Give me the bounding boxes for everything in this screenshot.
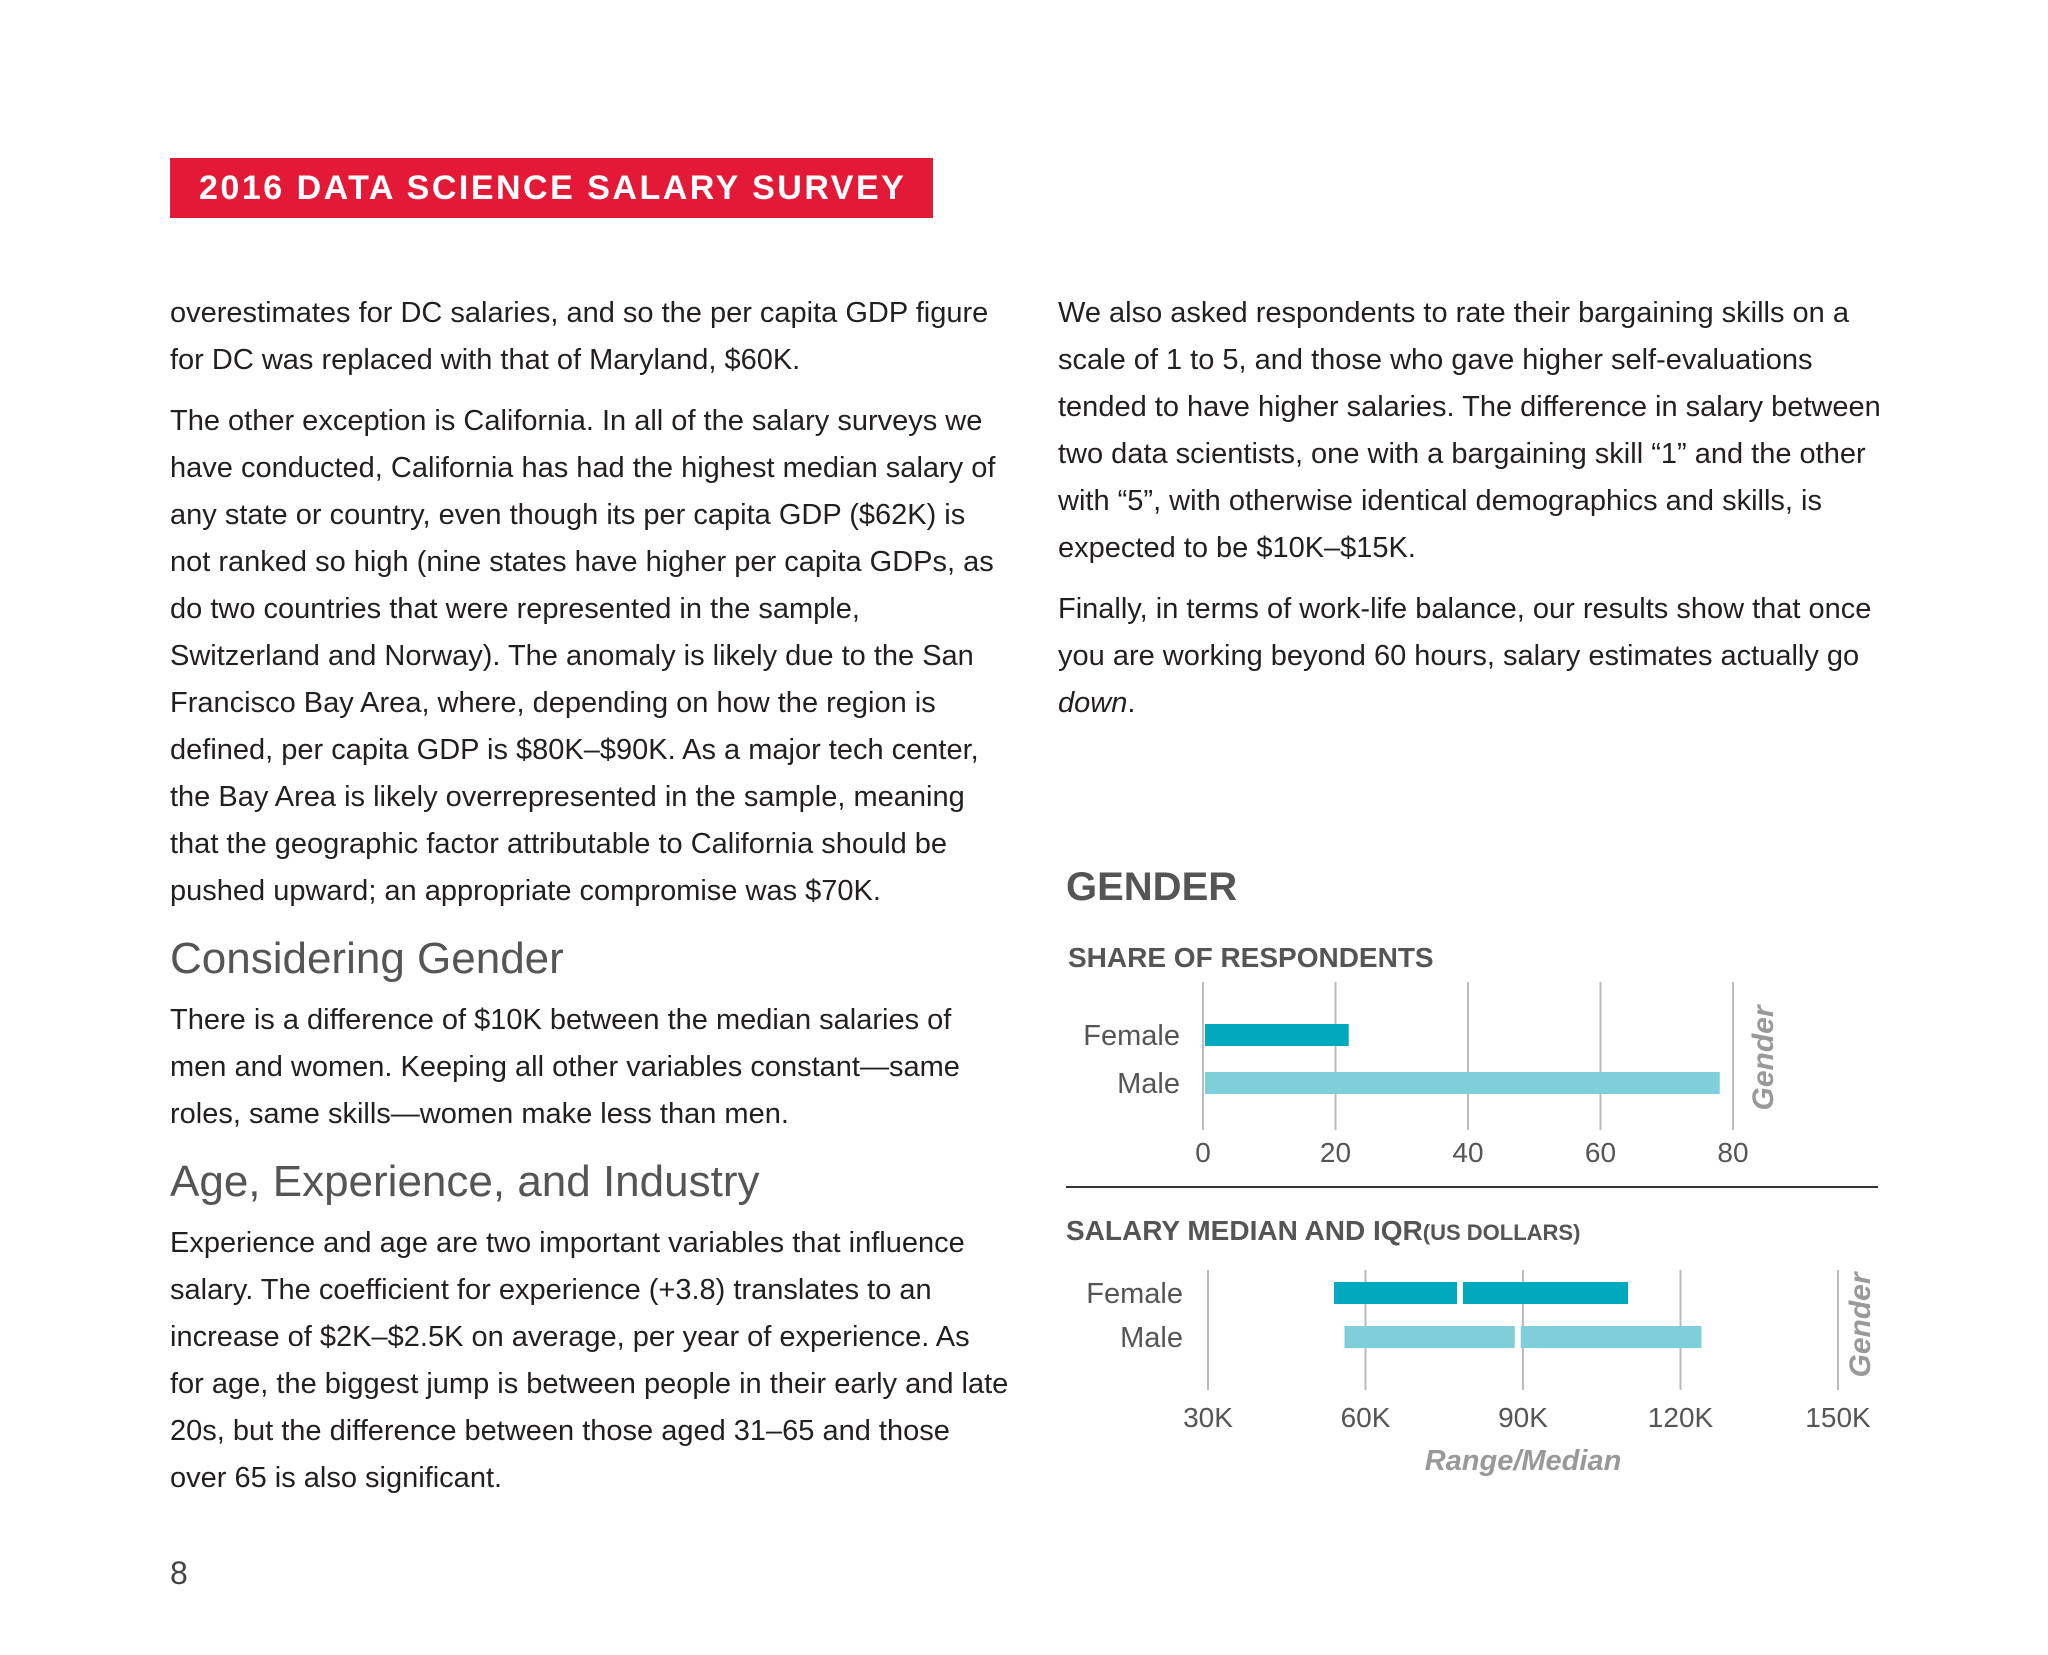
salary-title-main: SALARY MEDIAN AND IQR: [1066, 1215, 1423, 1246]
chart-share-subtitle: SHARE OF RESPONDENTS: [1068, 942, 1434, 973]
salary-x-axis-label: Range/Median: [1424, 1445, 1622, 1477]
salary-iqr-lower-male: [1345, 1326, 1515, 1348]
salary-category-label: Female: [1086, 1278, 1183, 1310]
salary-title-unit: (US DOLLARS): [1422, 1220, 1581, 1245]
share-chart: [1083, 982, 1780, 1168]
share-category-label: Male: [1117, 1068, 1180, 1100]
share-tick-label: 0: [1195, 1137, 1211, 1168]
salary-iqr-upper-female: [1463, 1282, 1628, 1304]
salary-iqr-upper-male: [1521, 1326, 1702, 1348]
salary-tick-label: 120K: [1647, 1402, 1714, 1433]
heading-considering-gender: Considering Gender: [170, 934, 564, 983]
heading-age-experience-industry: Age, Experience, and Industry: [170, 1157, 760, 1206]
salary-axis-label: Gender: [1844, 1272, 1877, 1378]
salary-tick-label: 30K: [1183, 1402, 1233, 1433]
salary-category-label: Male: [1120, 1322, 1183, 1354]
share-tick-label: 20: [1319, 1137, 1352, 1168]
charts-svg: [1058, 860, 1878, 1500]
salary-tick-label: 90K: [1498, 1402, 1548, 1433]
work-life-emphasis: down: [1058, 687, 1128, 719]
paragraph-california: The other exception is California. In all of the salary surveys we have conducted, California has had the highest median salary of any state or country, even though its per capita GDP ($62K) is not ranked so high (nine states have higher per capita GDPs, as do two countries that were represented in the sample, Switzerland and Norway). The anomaly is likely due to the San Francisco Bay Area, where, depending on how the region is defined, per capita GDP is $80K–$90K. As a major tech center, the Bay Area is likely overrepresented in the sample, meaning that the geographic factor attributable to California should be pushed upward; an appropriate compromise was $70K.: [170, 405, 996, 907]
salary-iqr-lower-female: [1334, 1282, 1457, 1304]
share-tick-label: 80: [1717, 1137, 1749, 1168]
chart-gender-title: GENDER: [1066, 865, 1238, 909]
chart-salary-title: [1066, 1215, 1580, 1246]
share-tick-label: 40: [1452, 1137, 1484, 1168]
salary-chart: [1086, 1270, 1877, 1477]
share-bar-female: [1205, 1024, 1349, 1046]
page-number: 8: [170, 1555, 188, 1591]
share-tick-label: 60: [1584, 1137, 1617, 1168]
paragraph-bargaining: We also asked respondents to rate their bargaining skills on a scale of 1 to 5, and those who gave higher self-evaluations tended to have higher salaries. The difference in salary between two data scientists, one with a bargaining skill “1” and the other with “5”, with otherwise identical demographics and skills, is expected to be $10K–$15K.: [1058, 297, 1881, 564]
work-life-text: Finally, in terms of work-life balance, our results show that once you are working beyond 60 hours, salary estimates actually go: [1058, 593, 1872, 672]
work-life-end: .: [1127, 687, 1136, 719]
salary-tick-label: 150K: [1805, 1402, 1871, 1433]
paragraph-work-life: [1058, 586, 1888, 727]
share-category-label: Female: [1083, 1020, 1180, 1052]
salary-tick-label: 60K: [1340, 1402, 1391, 1433]
paragraph-dc: overestimates for DC salaries, and so the per capita GDP figure for DC was replaced with that of Maryland, $60K.: [170, 297, 989, 376]
share-bar-male: [1205, 1072, 1720, 1094]
paragraph-gender: There is a difference of $10K between the median salaries of men and women. Keeping all other variables constant—same roles, same skills—women make less than men.: [170, 1004, 960, 1130]
left-column: [170, 290, 1010, 1516]
gender-charts: [1058, 860, 1878, 1500]
paragraph-experience: Experience and age are two important variables that influence salary. The coefficient for experience (+3.8) translates to an increase of $2K–$2.5K on average, per year of experience. As for age, the biggest jump is between people in their early and late 20s, but the difference between those aged 31–65 and those over 65 is also significant.: [170, 1227, 1009, 1494]
share-axis-label: Gender: [1747, 1005, 1780, 1111]
right-column: [1058, 290, 1888, 741]
survey-banner: 2016 DATA SCIENCE SALARY SURVEY: [170, 158, 933, 218]
